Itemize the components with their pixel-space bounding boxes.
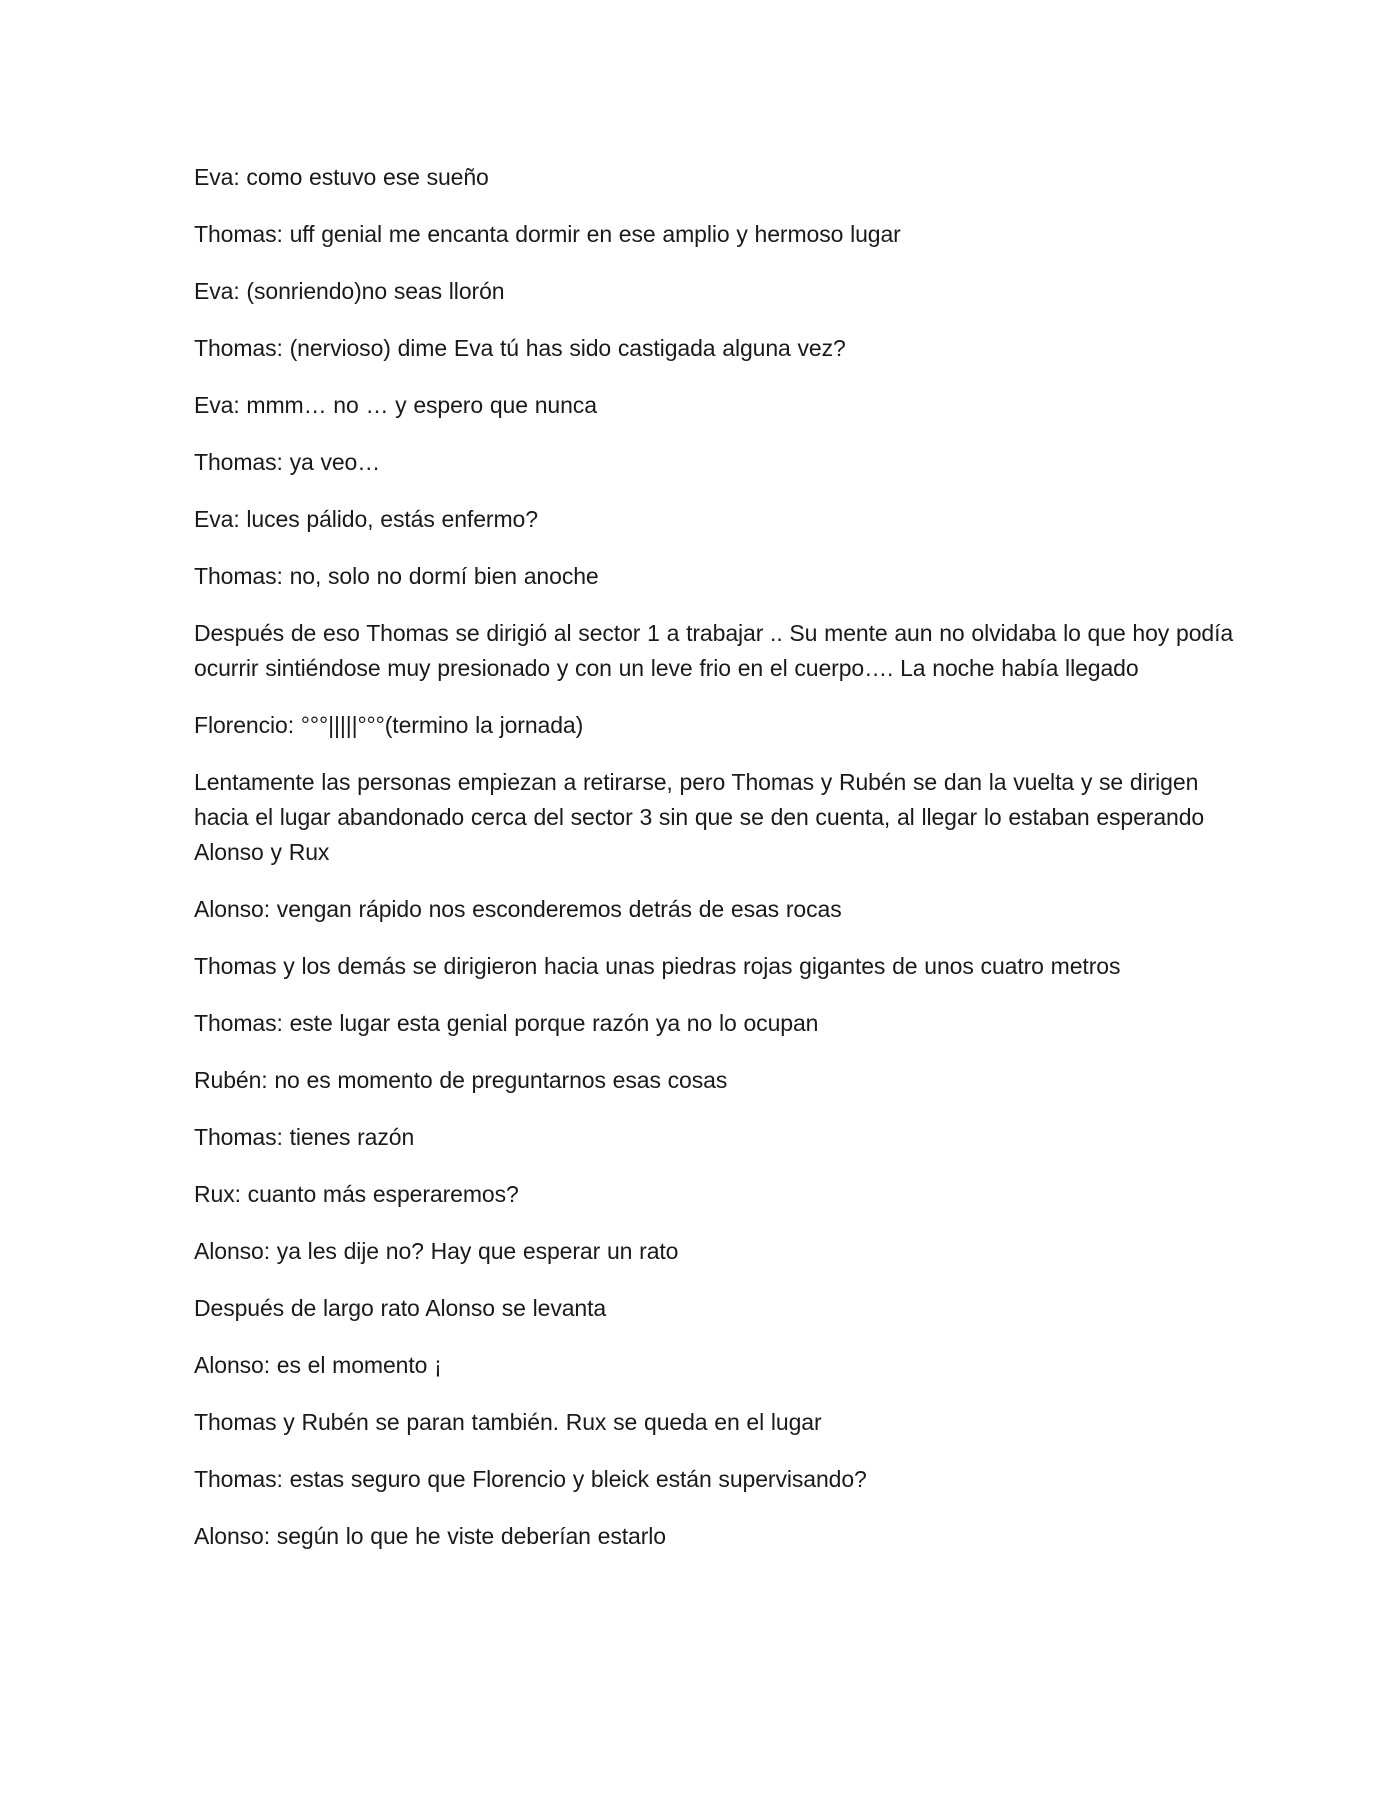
dialogue-line: Eva: luces pálido, estás enfermo? [194,506,538,532]
dialogue-line: Eva: como estuvo ese sueño [194,164,489,190]
dialogue-line: Thomas: uff genial me encanta dormir en ese amplio y hermoso lugar [194,221,901,247]
dialogue-line: Thomas: estas seguro que Florencio y bleick están supervisando? [194,1466,867,1492]
dialogue-line: Florencio: °°°|||||°°°(termino la jornada) [194,712,584,738]
dialogue-line: Alonso: es el momento ¡ [194,1352,442,1378]
dialogue-line: Thomas: ya veo… [194,449,381,475]
narration-paragraph: Thomas y los demás se dirigieron hacia unas piedras rojas gigantes de unos cuatro metros [194,953,1121,979]
dialogue-line: Rux: cuanto más esperaremos? [194,1181,519,1207]
dialogue-line: Thomas: (nervioso) dime Eva tú has sido castigada alguna vez? [194,335,846,361]
dialogue-line: Alonso: ya les dije no? Hay que esperar un rato [194,1238,679,1264]
dialogue-line: Thomas: tienes razón [194,1124,415,1150]
dialogue-line: Eva: (sonriendo)no seas llorón [194,278,505,304]
narration-paragraph: Después de largo rato Alonso se levanta [194,1295,607,1321]
narration-paragraph: Después de eso Thomas se dirigió al sector 1 a trabajar .. Su mente aun no olvidaba lo que hoy podía ocurrir sintiéndose muy presionado y con un leve frio en el cuerpo…. La noche había llegado [194,620,1234,681]
dialogue-line: Thomas: no, solo no dormí bien anoche [194,563,599,589]
dialogue-line: Alonso: según lo que he viste deberían estarlo [194,1523,666,1549]
narration-paragraph: Thomas y Rubén se paran también. Rux se queda en el lugar [194,1409,822,1435]
dialogue-line: Eva: mmm… no … y espero que nunca [194,392,597,418]
dialogue-line: Thomas: este lugar esta genial porque razón ya no lo ocupan [194,1010,819,1036]
narration-paragraph: Lentamente las personas empiezan a retirarse, pero Thomas y Rubén se dan la vuelta y se dirigen hacia el lugar abandonado cerca del sector 3 sin que se den cuenta, al llegar lo estaban esperando Alonso y Rux [194,769,1205,865]
document-body [194,160,1254,1576]
dialogue-line: Rubén: no es momento de preguntarnos esas cosas [194,1067,728,1093]
dialogue-line: Alonso: vengan rápido nos esconderemos detrás de esas rocas [194,896,842,922]
